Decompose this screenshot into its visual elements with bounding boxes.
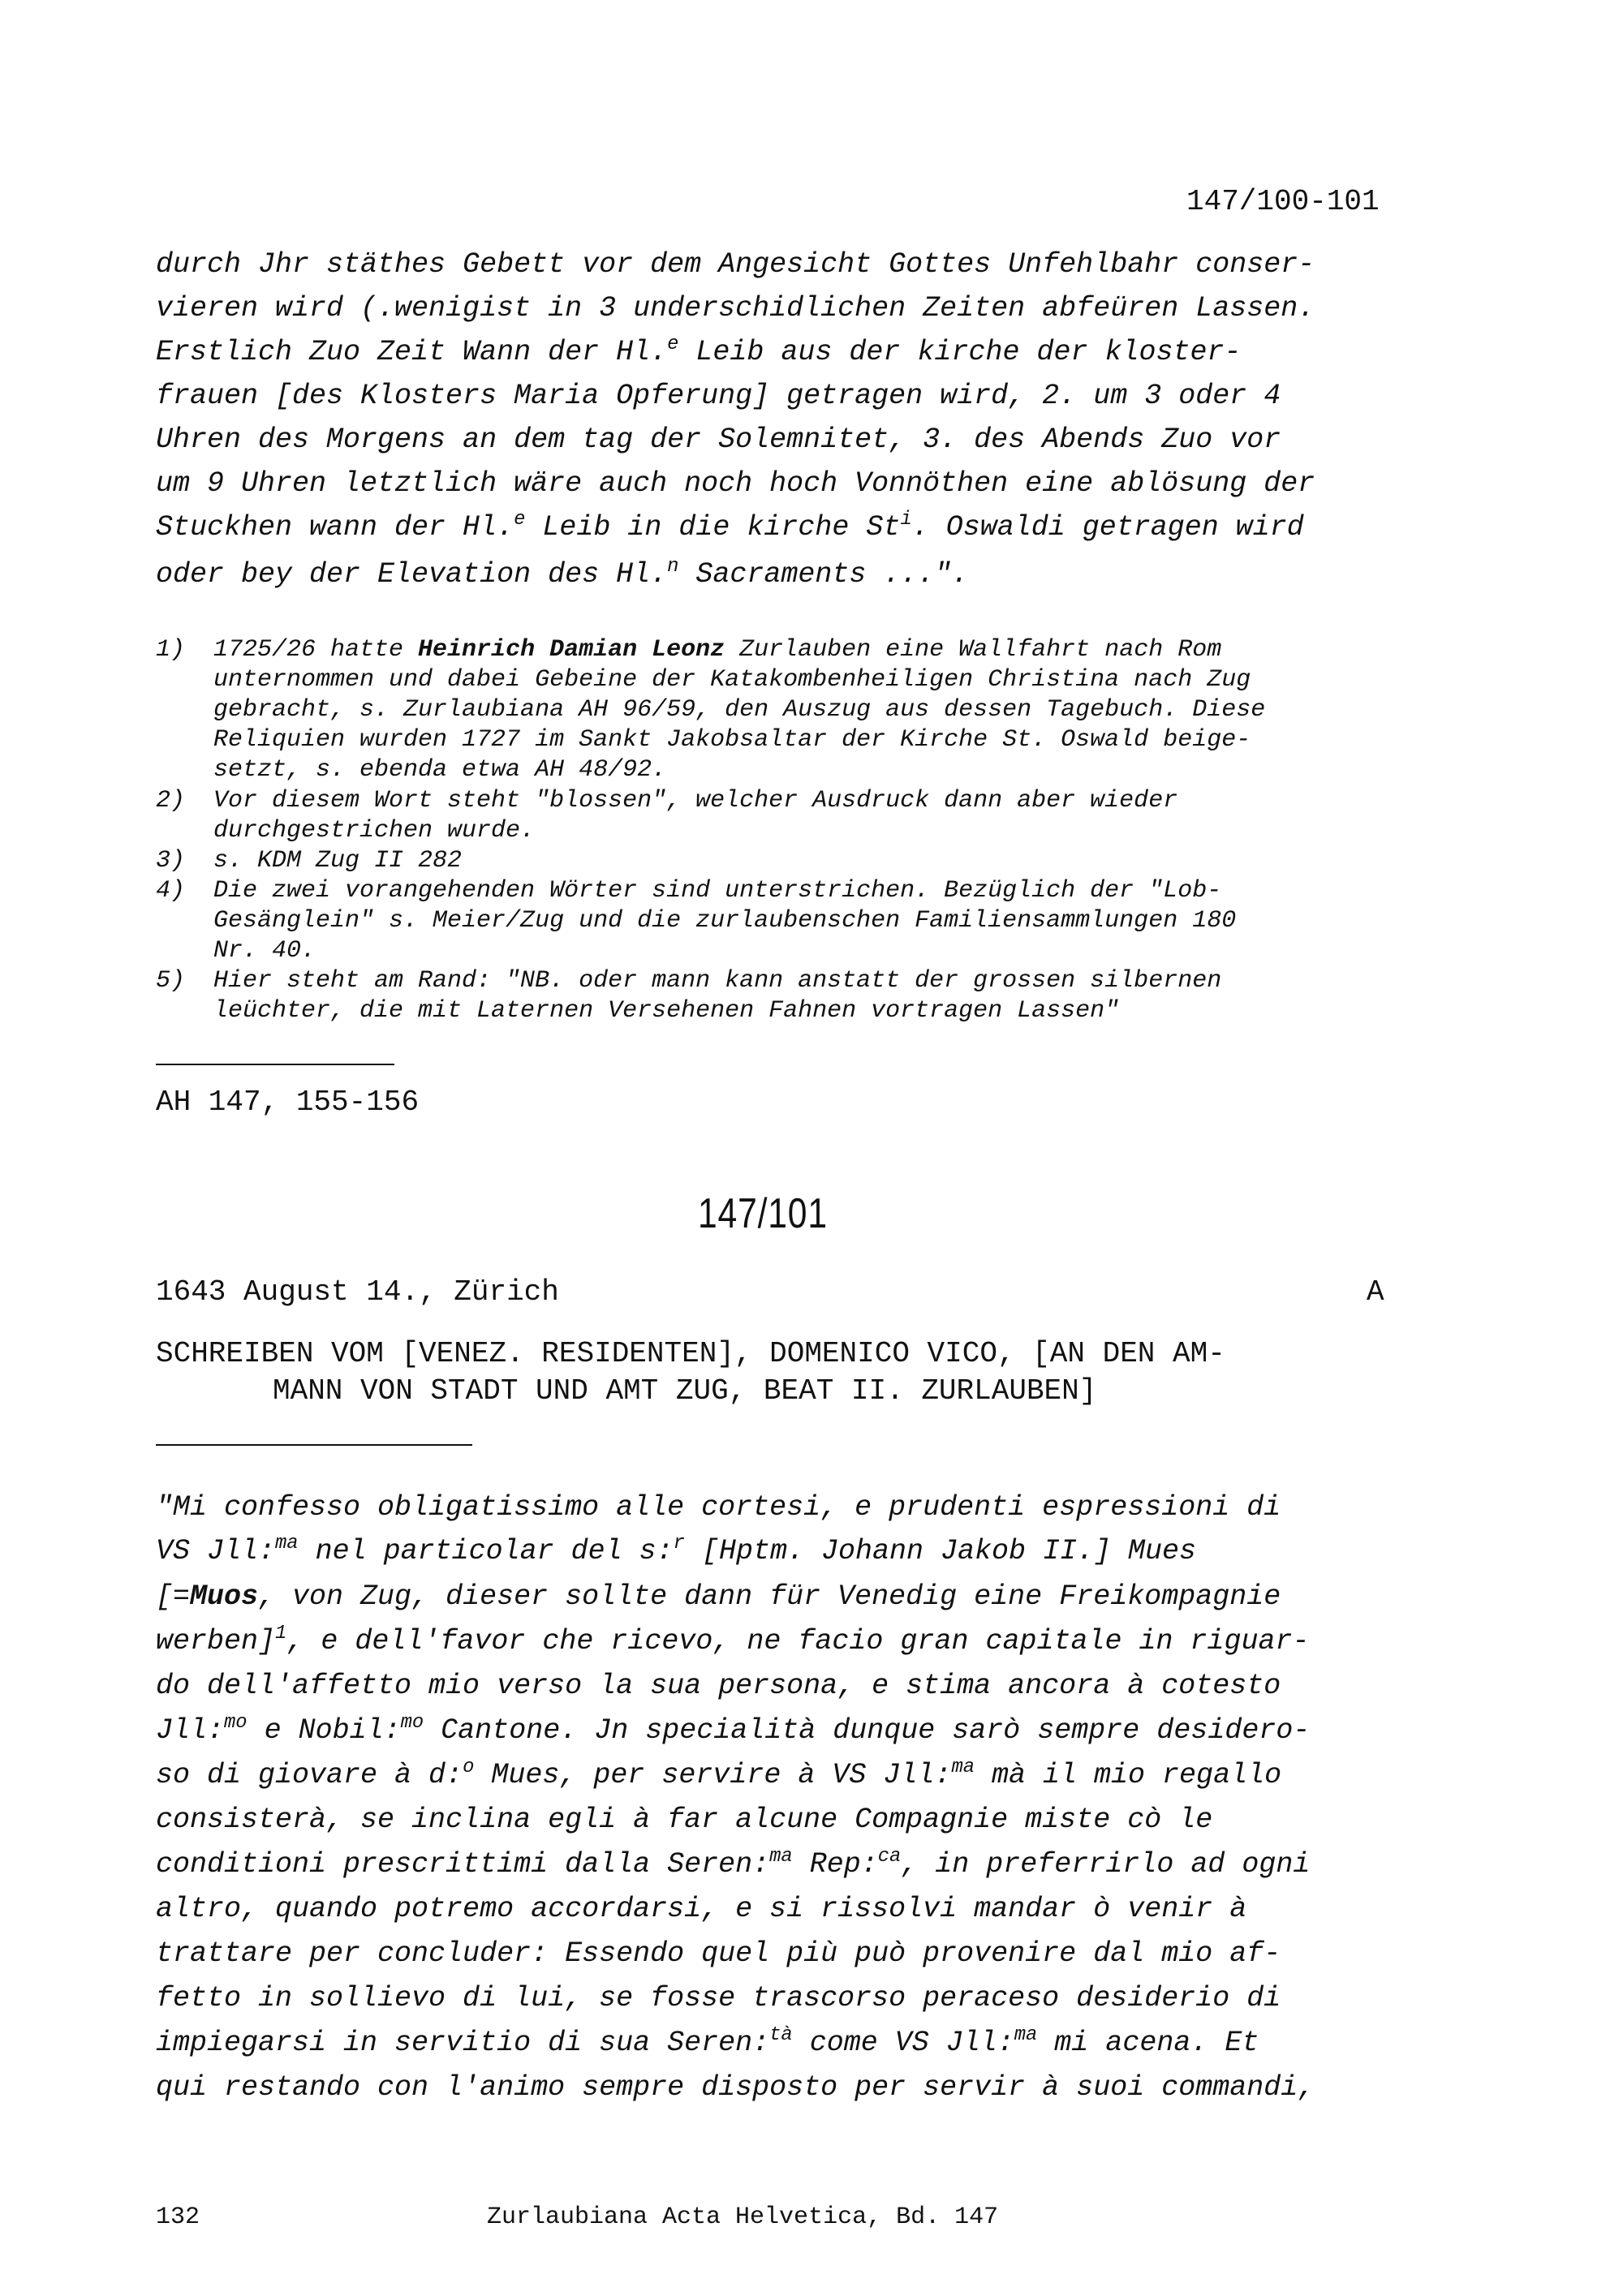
footnote-line: s. KDM Zug II 282: [213, 847, 463, 875]
footnote-line: unternommen und dabei Gebeine der Katakombenheiligen Christina nach Zug: [213, 666, 1251, 694]
series-title: Zurlaubiana Acta Helvetica, Bd. 147: [487, 2204, 999, 2231]
footnote-divider: [156, 1064, 394, 1065]
text-line: frauen [des Klosters Maria Opferung] getragen wird, 2. um 3 oder 4: [156, 380, 1281, 412]
text-line: werben]$^1$, e dell'favor che ricevo, ne facio gran capitale in riguar-: [156, 1622, 1310, 1658]
footnote-line: Nr. 40.: [213, 937, 316, 965]
text-line: conditioni prescrittimi dalla Seren:$^{ma}$ Rep:$^{ca}$, in preferrirlo ad ogni: [156, 1845, 1311, 1881]
text-line: Stuckhen wann der Hl.$^e$ Leib in die kirche St$^i$. Oswaldi getragen wird: [156, 508, 1304, 544]
footnote-line: 1725/26 hatte Heinrich Damian Leonz Zurlauben eine Wallfahrt nach Rom: [213, 636, 1222, 664]
text-line: VS Jll:$^{ma}$ nel particolar del s:$^r$ [Hptm. Johann Jakob II.] Mues: [156, 1532, 1197, 1567]
footnote-line: gebracht, s. Zurlaubiana AH 96/59, den Auszug aus dessen Tagebuch. Diese: [213, 696, 1266, 724]
text-line: "Mi confesso obligatissimo alle cortesi, e prudenti espressioni di: [156, 1491, 1281, 1524]
text-line: do dell'affetto mio verso la sua persona, e stima ancora à cotesto: [156, 1670, 1281, 1702]
text-line: Uhren des Morgens an dem tag der Solemnitet, 3. des Abends Zuo vor: [156, 424, 1281, 456]
document-date-place: 1643 August 14., Zürich: [156, 1275, 559, 1309]
footnote-number: 5): [156, 967, 186, 995]
text-line: Jll:$^{mo}$ e Nobil:$^{mo}$ Cantone. Jn specialità dunque sarò sempre desidero-: [156, 1711, 1311, 1747]
footnote-number: 1): [156, 636, 186, 664]
page-reference: 147/100-101: [1186, 185, 1380, 218]
text-line: so di giovare à d:$^o$ Mues, per servire à VS Jll:$^{ma}$ mà il mio regallo: [156, 1756, 1282, 1791]
footnote-line: durchgestrichen wurde.: [213, 817, 536, 845]
text-line: durch Jhr stäthes Gebett vor dem Angesicht Gottes Unfehlbahr conser-: [156, 248, 1315, 281]
footnote-line: Die zwei vorangehenden Wörter sind unterstrichen. Bezüglich der "Lob-: [213, 877, 1222, 905]
text-line: impiegarsi in servitio di sua Seren:$^{tà}$ come VS Jll:$^{ma}$ mi acena. Et: [156, 2023, 1259, 2059]
document-title-line: MANN VON STADT UND AMT ZUG, BEAT II. ZURLAUBEN]: [273, 1374, 1097, 1408]
text-line: Erstlich Zuo Zeit Wann der Hl.$^e$ Leib aus der kirche der kloster-: [156, 333, 1242, 368]
document-title-line: SCHREIBEN VOM [VENEZ. RESIDENTEN], DOMENICO VICO, [AN DEN AM-: [156, 1337, 1225, 1370]
footnote-line: setzt, s. ebenda etwa AH 48/92.: [213, 756, 667, 784]
text-line: consisterà, se inclina egli à far alcune Compagnie miste cò le: [156, 1804, 1213, 1836]
title-divider: [156, 1444, 472, 1446]
text-line: qui restando con l'animo sempre disposto per servir à suoi commandi,: [156, 2071, 1315, 2104]
text-line: trattare per concluder: Essendo quel più può provenire dal mio af-: [156, 1937, 1281, 1970]
text-line: altro, quando potremo accordarsi, e si rissolvi mandar ò venir à: [156, 1893, 1247, 1925]
text-line: um 9 Uhren letztlich wäre auch noch hoch Vonnöthen eine ablösung der: [156, 467, 1315, 500]
document-number: 147/101: [698, 1190, 828, 1237]
page-number: 132: [156, 2204, 200, 2231]
text-line: fetto in sollievo di lui, se fosse trascorso peraceso desiderio di: [156, 1982, 1281, 2014]
footnote-line: Vor diesem Wort steht "blossen", welcher Ausdruck dann aber wieder: [213, 787, 1178, 815]
document-type-letter: A: [1367, 1275, 1384, 1309]
footnote-line: Hier steht am Rand: "NB. oder mann kann anstatt der grossen silbernen: [213, 967, 1222, 995]
footnote-number: 3): [156, 847, 186, 875]
source-reference: AH 147, 155-156: [156, 1086, 420, 1119]
footnote-line: Gesänglein" s. Meier/Zug und die zurlaubenschen Familiensammlungen 180: [213, 907, 1237, 935]
footnote-number: 4): [156, 877, 186, 905]
text-line: [=Muos, von Zug, dieser sollte dann für Venedig eine Freikompagnie: [156, 1580, 1281, 1613]
text-line: vieren wird (.wenigist in 3 underschidlichen Zeiten abfeüren Lassen.: [156, 292, 1315, 325]
footnote-line: Reliquien wurden 1727 im Sankt Jakobsaltar der Kirche St. Oswald beige-: [213, 726, 1251, 754]
footnote-number: 2): [156, 787, 186, 815]
footnote-line: leüchter, die mit Laternen Versehenen Fahnen vortragen Lassen": [213, 997, 1120, 1025]
text-line: oder bey der Elevation des Hl.$^n$ Sacraments ...".: [156, 555, 969, 591]
